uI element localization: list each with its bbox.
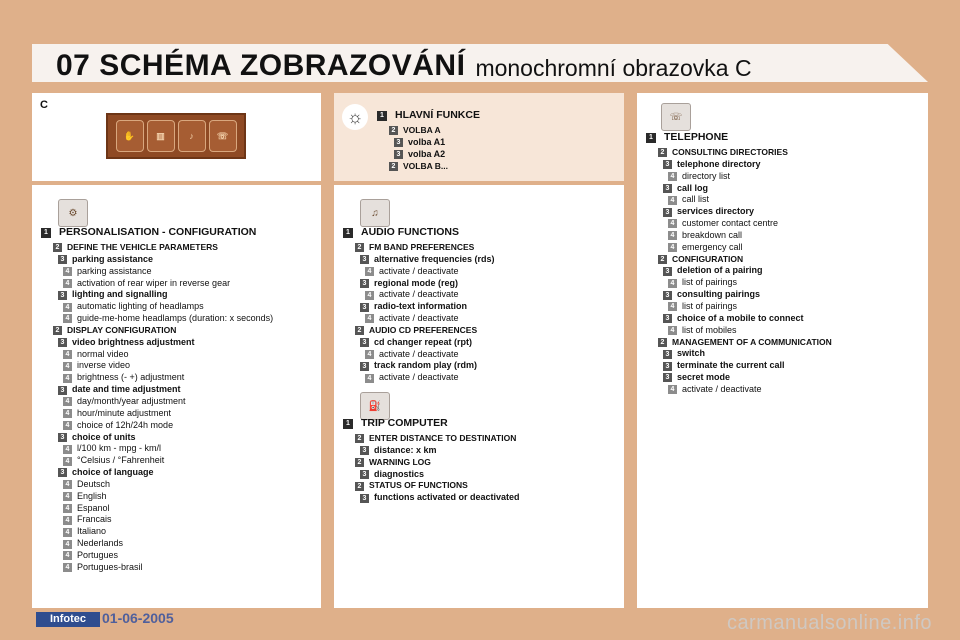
level-2-badge: 2: [658, 148, 667, 157]
menu-item: [377, 137, 480, 149]
main-functions-tree: [377, 109, 480, 172]
menu-item: [41, 491, 273, 503]
footer-date: 01-06-2005: [102, 610, 174, 626]
level-3-badge: 3: [663, 208, 672, 217]
menu-item: [646, 313, 832, 325]
menu-item: [41, 266, 273, 278]
menu-item-label: diagnostics: [374, 468, 425, 479]
title-subtitle: monochromní obrazovka C: [475, 55, 752, 81]
infotec-logo: Infotec: [36, 612, 100, 627]
level-3-badge: 3: [360, 338, 369, 347]
level-2-badge: 2: [658, 255, 667, 264]
level-2-badge: 2: [355, 243, 364, 252]
level-4-badge: 4: [365, 314, 374, 323]
menu-item-label: video brightness adjustment: [72, 336, 195, 347]
menu-item-label: STATUS OF FUNCTIONS: [369, 480, 468, 491]
level-4-badge: 4: [668, 279, 677, 288]
display-label: C: [40, 99, 48, 111]
menu-item-label: VOLBA A: [403, 125, 441, 135]
menu-item: [646, 289, 832, 301]
menu-item: [646, 171, 832, 183]
menu-item: [646, 183, 832, 195]
level-2-badge: 2: [355, 458, 364, 467]
level-1-badge: 1: [41, 228, 51, 238]
menu-item: [41, 254, 273, 266]
menu-item-label: parking assistance: [77, 265, 152, 276]
menu-item-label: hour/minute adjustment: [77, 407, 172, 418]
level-4-badge: 4: [63, 303, 72, 312]
menu-item-label: call list: [682, 194, 710, 205]
menu-item-label: day/month/year adjustment: [77, 395, 186, 406]
menu-item-label: FM BAND PREFERENCES: [369, 242, 475, 252]
menu-item: [41, 372, 273, 384]
menu-item-label: choice of language: [72, 467, 154, 478]
note-icon: ♪: [178, 120, 206, 152]
level-3-badge: 3: [394, 138, 403, 147]
title-main: 07 SCHÉMA ZOBRAZOVÁNÍ: [56, 49, 466, 82]
level-4-badge: 4: [365, 350, 374, 359]
level-4-badge: 4: [365, 267, 374, 276]
sun-icon: ☼: [342, 104, 368, 130]
level-4-badge: 4: [365, 291, 374, 300]
menu-item-label: brightness (- +) adjustment: [77, 372, 185, 383]
menu-item-label: WARNING LOG: [369, 456, 431, 467]
level-1-badge: 1: [646, 133, 656, 143]
trip-computer-icon: ⛽: [360, 392, 390, 420]
level-4-badge: 4: [63, 563, 72, 572]
level-2-badge: 2: [389, 126, 398, 135]
menu-item-label: choice of 12h/24h mode: [77, 419, 174, 430]
level-2-badge: 2: [53, 326, 62, 335]
level-3-badge: 3: [663, 291, 672, 300]
menu-item-label: DEFINE THE VEHICLE PARAMETERS: [67, 242, 218, 252]
menu-item: [41, 479, 273, 491]
menu-item: [343, 325, 495, 337]
menu-item: [343, 372, 495, 384]
menu-item-label: volba A2: [408, 148, 446, 159]
menu-item-label: normal video: [77, 348, 129, 359]
menu-item: [41, 503, 273, 515]
menu-item: [343, 337, 495, 349]
menu-item: [343, 349, 495, 361]
menu-item-label: customer contact centre: [682, 218, 779, 229]
menu-item-label: list of mobiles: [682, 324, 737, 335]
audio-icon: ♫: [360, 199, 390, 227]
audio-tree: [343, 226, 495, 384]
menu-item-label: TRIP COMPUTER: [361, 417, 448, 430]
level-4-badge: 4: [63, 528, 72, 537]
level-4-badge: 4: [63, 374, 72, 383]
level-4-badge: 4: [365, 374, 374, 383]
level-4-badge: 4: [63, 421, 72, 430]
menu-item: [343, 480, 520, 492]
menu-item: [377, 109, 480, 123]
menu-item-label: TELEPHONE: [664, 131, 729, 144]
menu-item: [41, 301, 273, 313]
menu-item-label: °Celsius / °Fahrenheit: [77, 455, 165, 466]
menu-item: [646, 194, 832, 206]
personalisation-tree: [41, 226, 273, 574]
menu-item-label: call log: [677, 182, 709, 193]
hand-icon: ✋: [116, 120, 144, 152]
menu-item: [41, 396, 273, 408]
menu-item-label: consulting pairings: [677, 289, 761, 300]
level-4-badge: 4: [668, 219, 677, 228]
level-3-badge: 3: [360, 303, 369, 312]
telephone-icon: ☏: [661, 103, 691, 131]
menu-item-label: Espanol: [77, 502, 110, 513]
menu-item-label: radio-text information: [374, 301, 468, 312]
menu-item: [343, 360, 495, 372]
menu-item: [646, 301, 832, 313]
menu-item: [41, 360, 273, 372]
menu-item: [646, 348, 832, 360]
level-4-badge: 4: [63, 409, 72, 418]
level-3-badge: 3: [360, 494, 369, 503]
menu-item: [41, 420, 273, 432]
menu-item: [343, 301, 495, 313]
menu-item: [377, 125, 480, 137]
level-2-badge: 2: [658, 338, 667, 347]
menu-item: [41, 408, 273, 420]
level-4-badge: 4: [63, 540, 72, 549]
level-4-badge: 4: [668, 243, 677, 252]
menu-item: [646, 159, 832, 171]
level-3-badge: 3: [394, 150, 403, 159]
menu-item-label: AUDIO CD PREFERENCES: [369, 324, 478, 335]
menu-item-label: list of pairings: [682, 277, 738, 288]
menu-item-label: HLAVNÍ FUNKCE: [395, 109, 480, 122]
menu-item: [646, 360, 832, 372]
level-3-badge: 3: [663, 160, 672, 169]
level-4-badge: 4: [63, 516, 72, 525]
menu-item-label: ENTER DISTANCE TO DESTINATION: [369, 433, 517, 443]
level-4-badge: 4: [668, 231, 677, 240]
menu-item: [343, 226, 495, 240]
level-3-badge: 3: [663, 350, 672, 359]
level-4-badge: 4: [63, 504, 72, 513]
menu-item-label: CONFIGURATION: [672, 253, 744, 264]
menu-item-label: Italiano: [77, 526, 107, 537]
menu-item-label: activate / deactivate: [379, 289, 459, 300]
level-4-badge: 4: [63, 551, 72, 560]
phone-icon: ☏: [209, 120, 237, 152]
menu-item: [41, 337, 273, 349]
menu-item: [646, 242, 832, 254]
menu-item-label: Nederlands: [77, 538, 124, 549]
menu-item-label: activate / deactivate: [379, 372, 459, 383]
menu-item: [343, 433, 520, 445]
menu-item-label: functions activated or deactivated: [374, 492, 520, 503]
menu-item-label: Deutsch: [77, 478, 111, 489]
menu-item-label: terminate the current call: [677, 360, 785, 371]
menu-item: [41, 278, 273, 290]
menu-item-label: telephone directory: [677, 158, 761, 169]
menu-item-label: switch: [677, 348, 706, 359]
menu-item-label: breakdown call: [682, 229, 743, 240]
menu-item: [646, 337, 832, 349]
level-3-badge: 3: [58, 468, 67, 477]
menu-item: [343, 492, 520, 504]
menu-item-label: AUDIO FUNCTIONS: [361, 226, 459, 239]
menu-item-label: Portugues: [77, 549, 119, 560]
menu-item-label: Francais: [77, 514, 112, 525]
level-4-badge: 4: [63, 267, 72, 276]
menu-item-label: choice of a mobile to connect: [677, 312, 804, 323]
menu-item: [646, 265, 832, 277]
level-1-badge: 1: [377, 111, 387, 121]
menu-item: [343, 242, 495, 254]
menu-item-label: lighting and signalling: [72, 289, 168, 300]
menu-item-label: list of pairings: [682, 300, 738, 311]
menu-item: [343, 313, 495, 325]
menu-item: [343, 289, 495, 301]
menu-item: [343, 254, 495, 266]
level-3-badge: 3: [360, 470, 369, 479]
menu-item: [343, 278, 495, 290]
menu-item: [41, 514, 273, 526]
menu-item: [343, 445, 520, 457]
level-3-badge: 3: [663, 314, 672, 323]
level-1-badge: 1: [343, 419, 353, 429]
menu-item: [377, 161, 480, 173]
menu-item: [41, 384, 273, 396]
menu-item: [41, 526, 273, 538]
menu-item: [41, 313, 273, 325]
level-2-badge: 2: [355, 482, 364, 491]
menu-item-label: emergency call: [682, 241, 743, 252]
menu-item-label: MANAGEMENT OF A COMMUNICATION: [672, 336, 832, 347]
menu-item: [646, 206, 832, 218]
level-3-badge: 3: [58, 386, 67, 395]
level-3-badge: 3: [58, 338, 67, 347]
menu-item-label: VOLBA B...: [403, 160, 449, 171]
menu-item-label: automatic lighting of headlamps: [77, 301, 204, 312]
level-4-badge: 4: [668, 385, 677, 394]
monochrome-display-image: [106, 113, 246, 159]
menu-item: [646, 277, 832, 289]
menu-item-label: date and time adjustment: [72, 384, 181, 395]
menu-item: [41, 325, 273, 337]
menu-item-label: activation of rear wiper in reverse gear: [77, 277, 231, 288]
menu-item-label: deletion of a pairing: [677, 265, 763, 276]
menu-item: [41, 562, 273, 574]
menu-item: [646, 218, 832, 230]
menu-item-label: l/100 km - mpg - km/l: [77, 443, 162, 454]
menu-item: [646, 384, 832, 396]
level-4-badge: 4: [63, 279, 72, 288]
level-3-badge: 3: [360, 279, 369, 288]
level-4-badge: 4: [63, 457, 72, 466]
menu-item-label: services directory: [677, 206, 755, 217]
level-2-badge: 2: [355, 434, 364, 443]
menu-item-label: secret mode: [677, 372, 731, 383]
level-3-badge: 3: [58, 291, 67, 300]
level-3-badge: 3: [663, 267, 672, 276]
telephone-tree: [646, 131, 832, 396]
level-4-badge: 4: [668, 196, 677, 205]
menu-item: [41, 550, 273, 562]
menu-item-label: Portugues-brasil: [77, 561, 143, 572]
menu-item: [343, 457, 520, 469]
menu-item-label: activate / deactivate: [379, 265, 459, 276]
level-3-badge: 3: [360, 362, 369, 371]
level-3-badge: 3: [360, 446, 369, 455]
menu-item-label: cd changer repeat (rpt): [374, 336, 473, 347]
menu-item-label: activate / deactivate: [379, 348, 459, 359]
level-4-badge: 4: [63, 350, 72, 359]
menu-item-label: distance: x km: [374, 444, 437, 455]
menu-item-label: English: [77, 490, 107, 501]
menu-item: [646, 131, 832, 145]
level-3-badge: 3: [360, 255, 369, 264]
menu-item: [377, 149, 480, 161]
level-3-badge: 3: [663, 373, 672, 382]
menu-item-label: inverse video: [77, 360, 131, 371]
level-4-badge: 4: [63, 397, 72, 406]
level-4-badge: 4: [63, 445, 72, 454]
level-4-badge: 4: [668, 172, 677, 181]
seat-icon: ▥: [147, 120, 175, 152]
menu-item-label: volba A1: [408, 136, 446, 147]
level-2-badge: 2: [53, 243, 62, 252]
settings-icon: ⚙: [58, 199, 88, 227]
menu-item-label: DISPLAY CONFIGURATION: [67, 324, 177, 335]
level-4-badge: 4: [63, 314, 72, 323]
page-title: [56, 44, 752, 84]
level-3-badge: 3: [663, 184, 672, 193]
menu-item: [41, 349, 273, 361]
menu-item: [41, 242, 273, 254]
level-4-badge: 4: [63, 480, 72, 489]
menu-item-label: guide-me-home headlamps (duration: x seconds): [77, 313, 274, 324]
menu-item: [646, 147, 832, 159]
menu-item-label: alternative frequencies (rds): [374, 253, 495, 264]
menu-item-label: PERSONALISATION - CONFIGURATION: [59, 226, 257, 239]
menu-item: [343, 469, 520, 481]
menu-item-label: directory list: [682, 170, 731, 181]
menu-item: [41, 467, 273, 479]
level-3-badge: 3: [663, 362, 672, 371]
menu-item-label: regional mode (reg): [374, 277, 459, 288]
menu-item-label: CONSULTING DIRECTORIES: [672, 147, 788, 157]
level-1-badge: 1: [343, 228, 353, 238]
level-3-badge: 3: [58, 255, 67, 264]
menu-item: [646, 230, 832, 242]
level-4-badge: 4: [668, 326, 677, 335]
level-4-badge: 4: [668, 302, 677, 311]
menu-item: [646, 372, 832, 384]
level-2-badge: 2: [355, 326, 364, 335]
level-4-badge: 4: [63, 492, 72, 501]
trip-computer-tree: [343, 417, 520, 504]
menu-item: [646, 325, 832, 337]
menu-item: [41, 538, 273, 550]
menu-item-label: track random play (rdm): [374, 360, 478, 371]
menu-item-label: activate / deactivate: [379, 313, 459, 324]
menu-item-label: activate / deactivate: [682, 383, 762, 394]
menu-item: [343, 266, 495, 278]
menu-item: [646, 254, 832, 266]
level-4-badge: 4: [63, 362, 72, 371]
menu-item-label: parking assistance: [72, 253, 154, 264]
level-3-badge: 3: [58, 433, 67, 442]
menu-item: [41, 443, 273, 455]
menu-item: [41, 432, 273, 444]
menu-item: [41, 289, 273, 301]
menu-item-label: choice of units: [72, 431, 136, 442]
menu-item: [343, 417, 520, 431]
level-2-badge: 2: [389, 162, 398, 171]
menu-item: [41, 226, 273, 240]
watermark: carmanualsonline.info: [726, 612, 932, 634]
menu-item: [41, 455, 273, 467]
